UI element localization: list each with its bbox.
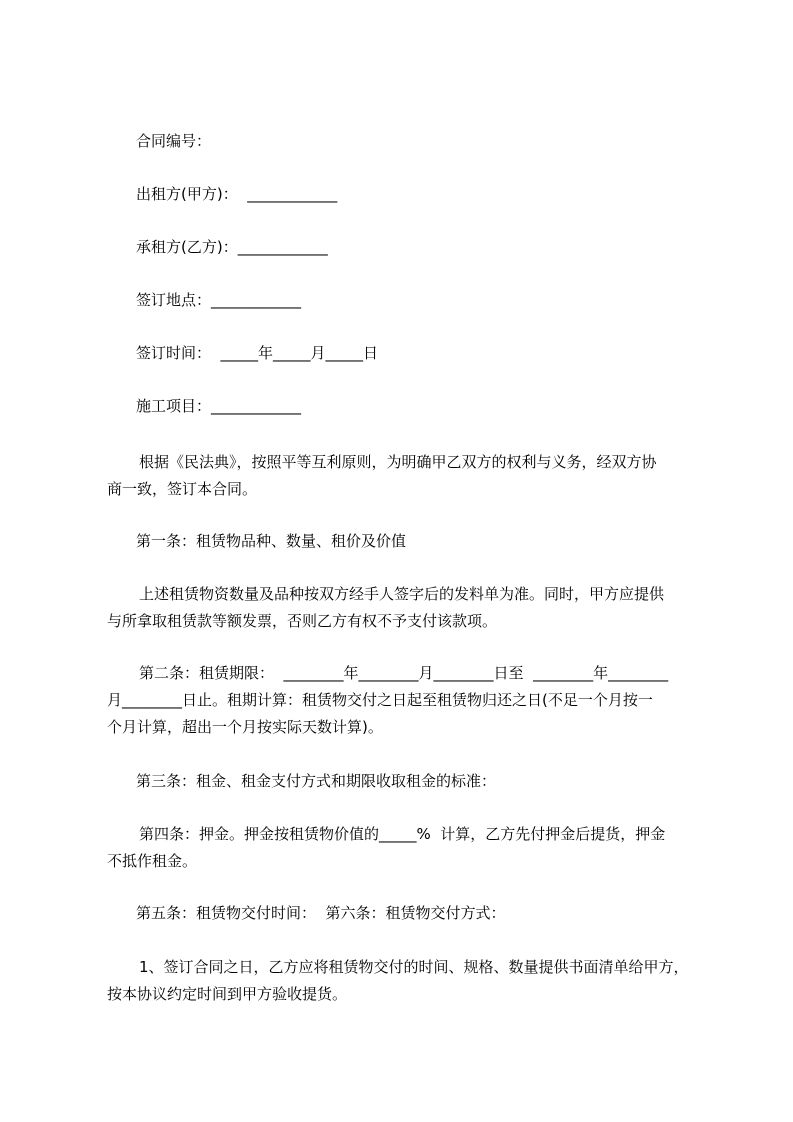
intro-line: 根据《民法典》，按照平等互利原则，为明确甲乙双方的权利与义务，经双方协 [139, 453, 657, 471]
lessor-line: 出租方(甲方)： ____________ [136, 185, 338, 203]
article-2-line: 个月计算，超出一个月按实际天数计算)。 [107, 718, 383, 736]
sign-place-line: 签订地点：____________ [136, 291, 302, 309]
article-4-line: 不抵作租金。 [107, 852, 198, 870]
contract-number-label: 合同编号： [136, 132, 212, 150]
project-line: 施工项目：____________ [136, 397, 302, 415]
item-1-line: 按本协议约定时间到甲方验收提货。 [107, 985, 348, 1003]
article-1-line: 与所拿取租赁款等额发票，否则乙方有权不予支付该款项。 [107, 612, 498, 630]
lessee-line: 承租方(乙方)：____________ [136, 238, 328, 256]
article-1-title: 第一条：租赁物品种、数量、租价及价值 [136, 532, 407, 550]
article-5-6-line: 第五条：租赁物交付时间： 第六条：租赁物交付方式： [136, 904, 506, 922]
article-2-line: 月________日止。租期计算：租赁物交付之日起至租赁物归还之日(不足一个月按一 [107, 691, 653, 709]
item-1-line: 1、签订合同之日，乙方应将租赁物交付的时间、规格、数量提供书面清单给甲方， [139, 958, 689, 976]
intro-line: 商一致，签订本合同。 [107, 480, 258, 498]
article-2-line: 第二条：租赁期限： ________年________月________日至 ________年________ [139, 664, 669, 682]
article-3-line: 第三条：租金、租金支付方式和期限收取租金的标准： [136, 772, 497, 790]
article-4-line: 第四条：押金。押金按租赁物价值的_____% 计算，乙方先付押金后提货，押金 [139, 825, 666, 843]
sign-time-line: 签订时间： _____年_____月_____日 [136, 344, 379, 362]
article-1-line: 上述租赁物资数量及品种按双方经手人签字后的发料单为准。同时，甲方应提供 [139, 585, 665, 603]
